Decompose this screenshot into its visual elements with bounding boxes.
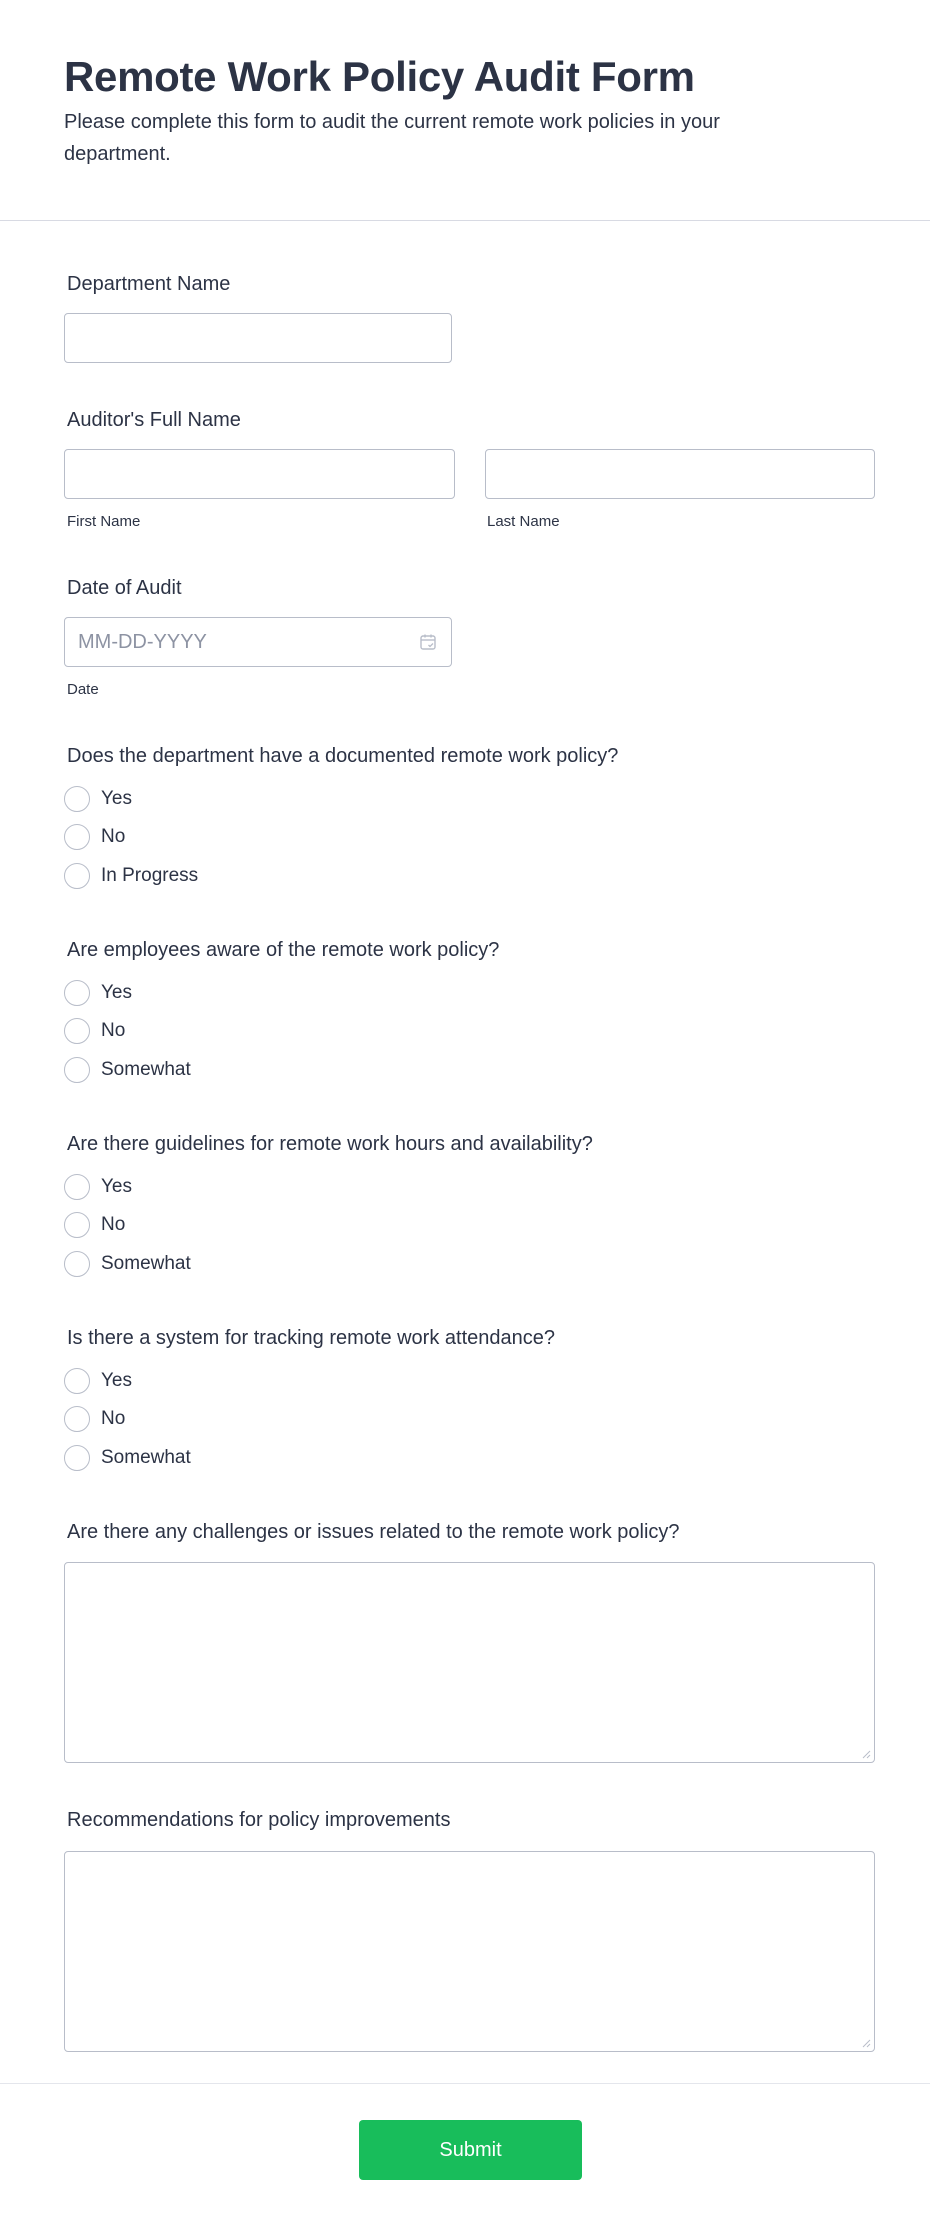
question-documented-policy: Does the department have a documented remote work policy? [67,745,619,767]
radio-option-label: Yes [101,788,132,809]
calendar-icon[interactable] [419,633,437,651]
radio-button[interactable] [64,1018,90,1044]
date-placeholder: MM-DD-YYYY [78,631,207,653]
radio-button[interactable] [64,824,90,850]
radio-option-label: Yes [101,1370,132,1391]
audit-date-input[interactable] [64,617,452,667]
radio-option-label: Yes [101,1176,132,1197]
radio-option-label: Yes [101,982,132,1003]
radio-button[interactable] [64,863,90,889]
radio-button[interactable] [64,1251,90,1277]
challenges-label: Are there any challenges or issues related to the remote work policy? [67,1521,680,1543]
radio-button[interactable] [64,1406,90,1432]
radio-option-label: No [101,1020,126,1041]
question-employee-awareness: Are employees aware of the remote work policy? [67,939,500,961]
form-title: Remote Work Policy Audit Form [64,53,695,100]
audit-date-label: Date of Audit [67,577,182,599]
resize-handle-icon[interactable] [862,1750,871,1759]
first-name-input[interactable] [64,449,455,499]
radio-button[interactable] [64,1057,90,1083]
radio-option-label: No [101,1408,126,1429]
footer-divider [0,2083,930,2084]
recommendations-label: Recommendations for policy improvements [67,1809,451,1831]
radio-option-label: No [101,1214,126,1235]
form-header [0,0,930,221]
radio-button[interactable] [64,980,90,1006]
resize-handle-icon[interactable] [862,2039,871,2048]
last-name-sublabel: Last Name [487,513,560,530]
auditor-name-label: Auditor's Full Name [67,409,241,431]
first-name-sublabel: First Name [67,513,141,530]
recommendations-textarea[interactable] [64,1851,875,2052]
radio-option-label: Somewhat [101,1447,191,1468]
department-name-label: Department Name [67,273,231,295]
radio-button[interactable] [64,1445,90,1471]
radio-button[interactable] [64,1212,90,1238]
department-name-input[interactable] [64,313,452,363]
radio-button[interactable] [64,1174,90,1200]
challenges-textarea[interactable] [64,1562,875,1763]
last-name-input[interactable] [485,449,875,499]
radio-option-label: Somewhat [101,1253,191,1274]
radio-option-label: No [101,826,126,847]
radio-button[interactable] [64,1368,90,1394]
question-guidelines-hours: Are there guidelines for remote work hours and availability? [67,1133,593,1155]
radio-option-label: In Progress [101,865,199,886]
radio-option-label: Somewhat [101,1059,191,1080]
date-sublabel: Date [67,681,99,698]
radio-button[interactable] [64,786,90,812]
submit-button[interactable]: Submit [359,2120,582,2180]
form-subtitle: Please complete this form to audit the current remote work policies in your department. [64,111,720,165]
question-attendance-tracking: Is there a system for tracking remote work attendance? [67,1327,555,1349]
